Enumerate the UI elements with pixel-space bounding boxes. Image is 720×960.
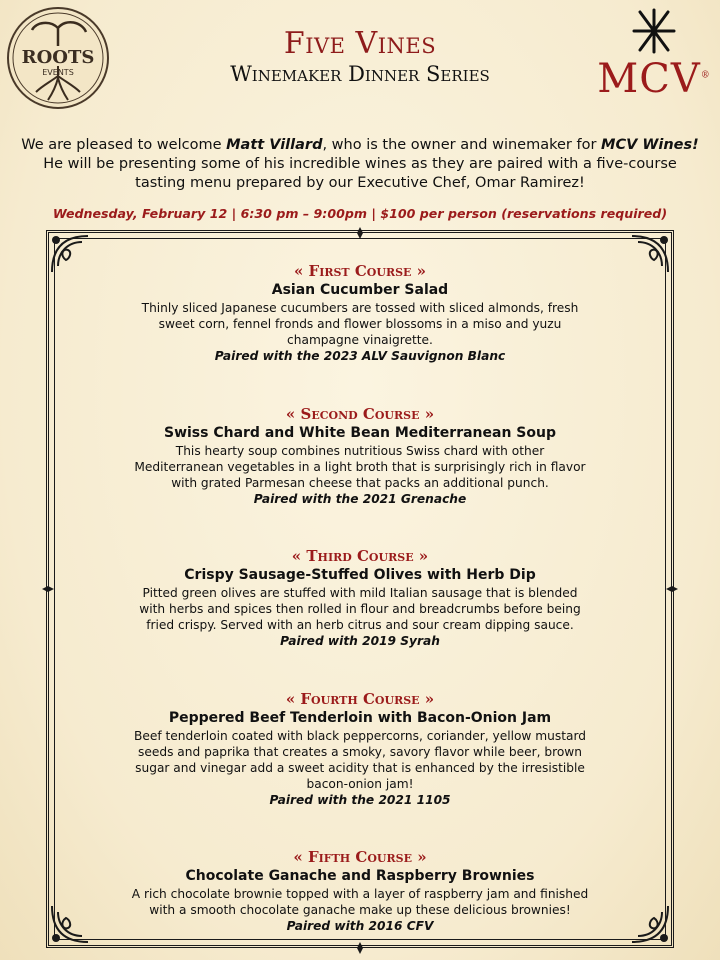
course-heading: « Third Course » xyxy=(291,547,429,565)
course-heading: « First Course » xyxy=(293,262,427,280)
intro-line-2: He will be presenting some of his incredible wines as they are paired with a five-course xyxy=(43,156,677,172)
course-3 xyxy=(80,546,640,649)
intro-pre: We are pleased to welcome xyxy=(21,137,227,153)
roots-logo-text: ROOTS xyxy=(21,47,95,68)
course-description-line: Mediterranean vegetables in a light broth that is surprisingly rich in flavor xyxy=(134,460,586,474)
intro-line-3: tasting menu prepared by our Executive Chef, Omar Ramirez! xyxy=(135,175,585,191)
course-dish: Crispy Sausage-Stuffed Olives with Herb Dip xyxy=(184,567,536,583)
course-description xyxy=(80,728,640,792)
course-description-line: sweet corn, fennel fronds and flower blossoms in a miso and yuzu xyxy=(158,317,562,331)
course-description-line: bacon-onion jam! xyxy=(306,777,414,791)
course-description-line: with herbs and spices then rolled in flour and breadcrumbs before being xyxy=(139,602,581,616)
course-description xyxy=(80,300,640,348)
guest-name: Matt Villard xyxy=(226,137,323,153)
course-1 xyxy=(80,261,640,364)
course-description xyxy=(80,443,640,491)
course-description-line: Beef tenderloin coated with black peppercorns, coriander, yellow mustard xyxy=(133,729,587,743)
course-description-line: champagne vinaigrette. xyxy=(287,333,433,347)
course-dish: Swiss Chard and White Bean Mediterranean Soup xyxy=(163,425,556,441)
course-4 xyxy=(80,689,640,808)
course-heading: « Second Course » xyxy=(285,405,435,423)
course-heading: « Fourth Course » xyxy=(285,690,435,708)
course-description xyxy=(80,585,640,633)
course-description xyxy=(80,886,640,918)
course-2 xyxy=(80,404,640,507)
fleur-right-icon xyxy=(665,577,679,601)
course-description-line: sugar and vinegar add a sweet acidity that is enhanced by the irresistible xyxy=(135,761,585,775)
intro-paragraph xyxy=(14,136,706,193)
course-description-line: Pitted green olives are stuffed with mild Italian sausage that is blended xyxy=(142,586,578,600)
course-pairing: Paired with the 2021 1105 xyxy=(269,793,451,807)
course-description-line: with grated Parmesan cheese that packs an additional punch. xyxy=(171,476,549,490)
course-dish: Chocolate Ganache and Raspberry Brownies xyxy=(185,868,535,884)
course-description-line: fried crispy. Served with an herb citrus and sour cream dipping sauce. xyxy=(146,618,574,632)
fleur-left-icon xyxy=(41,577,55,601)
course-5 xyxy=(80,847,640,934)
course-pairing: Paired with the 2023 ALV Sauvignon Blanc xyxy=(214,349,506,363)
course-pairing: Paired with 2019 Syrah xyxy=(280,634,440,648)
course-description-line: Thinly sliced Japanese cucumbers are tossed with sliced almonds, fresh xyxy=(141,301,579,315)
course-description-line: seeds and paprika that creates a smoky, savory flavor while beer, brown xyxy=(137,745,582,759)
event-details: Wednesday, February 12 | 6:30 pm – 9:00pm | $100 per person (reservations required) xyxy=(52,206,668,221)
roots-logo-subtext: EVENTS xyxy=(42,68,74,77)
registered-mark: ® xyxy=(700,70,711,81)
winery-name: MCV Wines! xyxy=(601,137,699,153)
page-title: Five Vines xyxy=(283,26,437,61)
course-heading: « Fifth Course » xyxy=(293,848,427,866)
course-description-line: This hearty soup combines nutritious Swiss chard with other xyxy=(175,444,545,458)
fleur-top-icon xyxy=(348,226,372,240)
course-dish: Asian Cucumber Salad xyxy=(271,282,449,298)
course-dish: Peppered Beef Tenderloin with Bacon-Onion Jam xyxy=(168,710,552,726)
course-description-line: with a smooth chocolate ganache make up these delicious brownies! xyxy=(149,903,571,917)
intro-mid: , who is the owner and winemaker for xyxy=(322,137,602,153)
course-description-line: A rich chocolate brownie topped with a layer of raspberry jam and finished xyxy=(131,887,589,901)
course-pairing: Paired with 2016 CFV xyxy=(286,919,434,933)
course-pairing: Paired with the 2021 Grenache xyxy=(253,492,467,506)
mcv-logo-text: MCV xyxy=(597,56,701,102)
page-subtitle: Winemaker Dinner Series xyxy=(230,62,490,86)
fleur-bottom-icon xyxy=(348,941,372,955)
